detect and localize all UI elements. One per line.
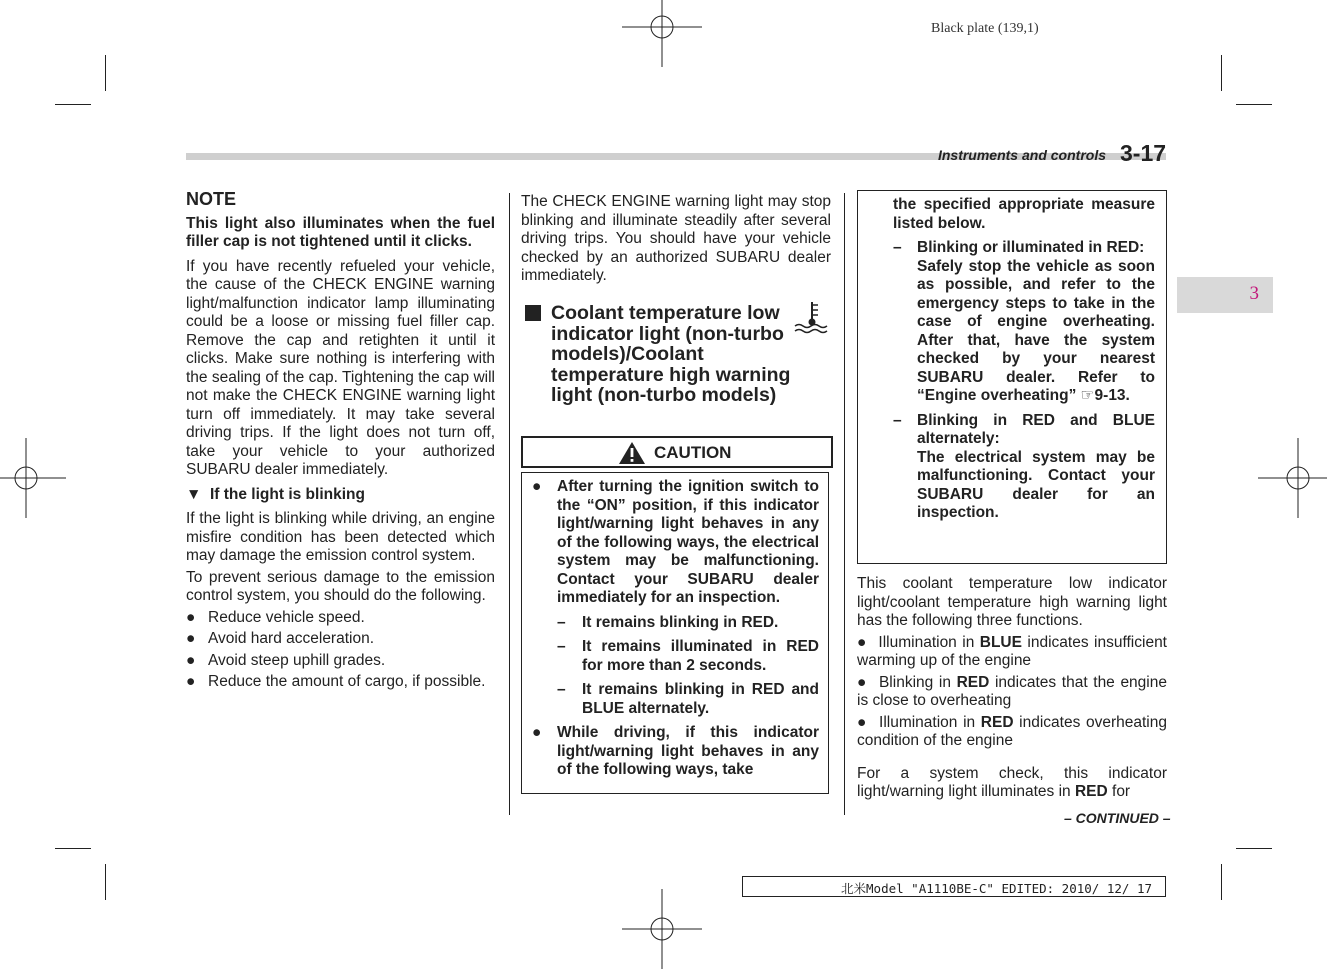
section-title: Instruments and controls (937, 147, 1106, 163)
caution-continued-text: the specified appropriate measure listed below. (893, 196, 1155, 232)
caution-bullet: ● After turning the ignition switch to the “ON” position, if this indicator light/warning light behaves in any of the following ways, the electrical system may be malfunctioning. Contact your SUBARU dealer immediately for an inspection. (532, 478, 819, 606)
list-item: ● Reduce vehicle speed. (186, 608, 365, 626)
crop-mark (1236, 104, 1272, 105)
function-item-red: ● Illumination in RED indicates overheating condition of the engine (857, 713, 1167, 749)
note-bold-text: This light also illuminates when the fuel filler cap is not tightened until it clicks. (186, 214, 495, 250)
chapter-tab (1177, 277, 1273, 313)
function-item-blue: ● Illumination in BLUE indicates insufficient warming up of the engine (857, 633, 1167, 669)
list-item: ● Reduce the amount of cargo, if possible. (186, 673, 486, 690)
column-divider (844, 193, 845, 815)
crop-mark (55, 104, 91, 105)
caution-item: – Blinking or illuminated in RED: Safely stop the vehicle as soon as possible, and refer to the emergency steps to take in the case of engine overheating. After that, have the system checked by your nearest SUBARU dealer. Refer to “Engine overheating” ☞9-13. (893, 239, 1155, 404)
dash-item: – It remains blinking in RED. (557, 613, 779, 631)
section-heading: Coolant temperature low indicator light (non-turbo models)/Coolant temperature high warning light (non-turbo models) (551, 302, 791, 406)
crop-mark (1221, 55, 1222, 91)
registration-mark-bottom (622, 889, 702, 969)
paragraph: This coolant temperature low indicator light/coolant temperature high warning light has the following three functions. (857, 575, 1167, 629)
bullet-icon: ● (532, 724, 542, 741)
caution-header (521, 436, 833, 468)
bullet-list (186, 609, 495, 692)
page-number: 3-17 (1120, 140, 1167, 166)
paragraph: For a system check, this indicator light/warning light illuminates in RED for (857, 764, 1167, 800)
triangle-down-icon: ▼ (186, 485, 202, 503)
bullet-icon: ● (186, 673, 196, 690)
crop-mark (1221, 864, 1222, 900)
column-left (186, 190, 495, 692)
subheading-blinking: ▼ If the light is blinking (186, 485, 365, 503)
caution-box (521, 472, 829, 794)
paragraph: If you have recently refueled your vehicle, the cause of the CHECK ENGINE warning light/malfunction indicator lamp illuminating could be a loose or missing fuel filler cap. Remove the cap and retighten it until it clicks. Make sure nothing is interfering with the sealing of the cap. Tightening the cap will not make the CHECK ENGINE warning light turn off immediately. It may take several driving trips. If the light does not turn off, take your vehicle to your authorized SUBARU dealer immediately. (186, 257, 495, 478)
bullet-icon: ● (532, 478, 542, 495)
column-divider (509, 193, 510, 815)
caution-box-continued (857, 190, 1167, 564)
crop-mark (105, 55, 106, 91)
caution-item: – Blinking in RED and BLUE alternately: The electrical system may be malfunctioning. Contact your SUBARU dealer for an inspection. (893, 411, 1155, 521)
list-item: ● Avoid steep uphill grades. (186, 651, 386, 669)
caution-bullet: ● While driving, if this indicator light/warning light behaves in any of the following ways, take (532, 724, 819, 778)
section-marker-icon (525, 305, 541, 321)
crop-mark (105, 864, 106, 900)
registration-mark-top (622, 0, 702, 67)
bullet-icon: ● (186, 630, 196, 647)
warning-icon (618, 441, 646, 465)
list-item: ● Avoid hard acceleration. (186, 630, 375, 647)
bullet-icon: ● (186, 651, 196, 669)
column-right (857, 575, 1167, 802)
edit-footer (742, 876, 1166, 897)
edit-footer-text: 北米Model "A1110BE-C" EDITED: 2010/ 12/ 17 (841, 881, 1152, 896)
coolant-temperature-icon (793, 300, 831, 336)
bullet-icon: ● (186, 608, 196, 626)
crop-mark (1236, 848, 1272, 849)
intro-paragraph: The CHECK ENGINE warning light may stop blinking and illuminate steadily after several driving trips. You should have your vehicle checked by an authorized SUBARU dealer immediately. (521, 193, 831, 284)
note-heading: NOTE (186, 189, 237, 209)
crop-mark (55, 848, 91, 849)
chapter-number: 3 (1249, 283, 1259, 304)
registration-mark-right (1258, 438, 1327, 518)
registration-mark-left (0, 438, 66, 518)
function-item-red-blink: ● Blinking in RED indicates that the engine is close to overheating (857, 673, 1167, 709)
caution-label: CAUTION (654, 443, 732, 462)
plate-label: Black plate (139,1) (931, 21, 1039, 36)
paragraph: To prevent serious damage to the emission control system, you should do the following. (186, 568, 495, 604)
paragraph: If the light is blinking while driving, an engine misfire condition has been detected which may damage the emission control system. (186, 510, 495, 564)
continued-label: – CONTINUED – (1064, 810, 1171, 826)
dash-list (532, 614, 819, 719)
dash-item: – It remains illuminated in RED for more than 2 seconds. (557, 638, 819, 674)
dash-item: – It remains blinking in RED and BLUE alternately. (557, 681, 819, 717)
